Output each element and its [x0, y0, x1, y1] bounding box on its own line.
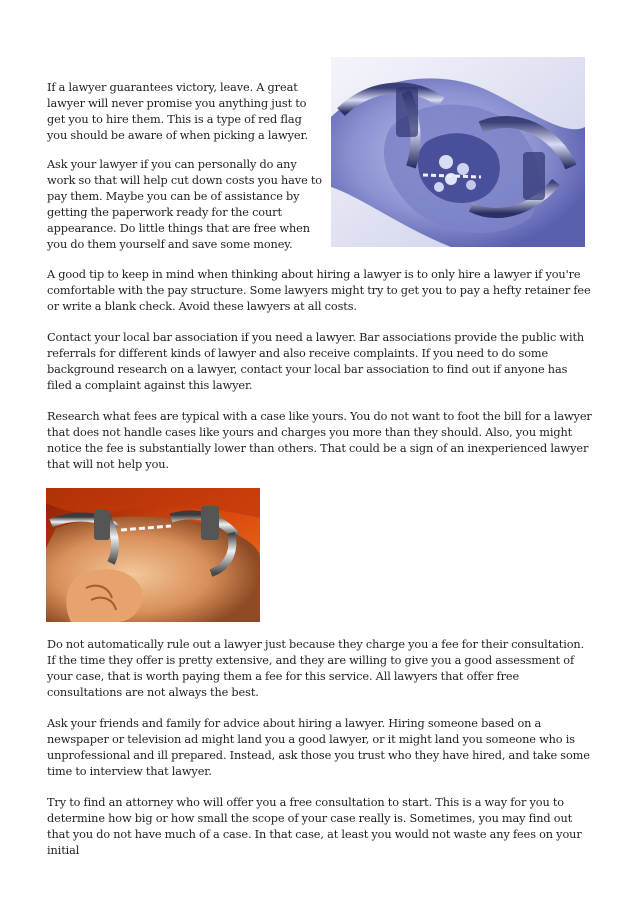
handcuffs-blue-photo-icon: [331, 57, 585, 247]
paragraph-8: Try to find an attorney who will offer you a free consultation to start. This is a way for you to determine how big or how small the scope of your case really is. Sometimes, you may find out that you do not have much of a case. In that case, at least you would not waste any fees on your initial: [47, 796, 582, 857]
paragraph-2: Ask your lawyer if you can personally do any work so that will help cut down costs you have to pay them. Maybe you can be of assistance by getting the paperwork ready for the court appearance. Do little things that are free when you do them yourself and save some money.: [47, 158, 322, 251]
paragraph-5: Research what fees are typical with a case like yours. You do not want to foot the bill for a lawyer that does not handle cases like yours and charges you more than they should. Also, you might notice the fee is substantially lower than others. That could be a sign of an inexperienced lawyer that will not help you.: [47, 410, 592, 471]
paragraph-3: A good tip to keep in mind when thinking about hiring a lawyer is to only hire a lawyer if you're comfortable with the pay structure. Some lawyers might try to get you to pay a hefty retainer fee or write a blank check. Avoid these lawyers at all costs.: [47, 268, 591, 313]
paragraph-6: Do not automatically rule out a lawyer just because they charge you a fee for their consultation. If the time they offer is pretty extensive, and they are willing to give you a good assessment of your case, that is worth paying them a fee for this service. All lawyers that offer free consultations are not always the best.: [47, 638, 585, 699]
handcuffs-orange-photo-icon: [46, 488, 260, 622]
paragraph-7: Ask your friends and family for advice about hiring a lawyer. Hiring someone based on a newspaper or television ad might land you a good lawyer, or it might land you someone who is unprofessional and ill prepared. Instead, ask those you trust who they have hired, and take some time to interview that lawyer.: [47, 717, 590, 778]
paragraph-4: Contact your local bar association if you need a lawyer. Bar associations provide the public with referrals for different kinds of lawyer and also receive complaints. If you need to do some background research on a lawyer, contact your local bar association to find out if anyone has filed a complaint against this lawyer.: [47, 331, 585, 392]
paragraph-1: If a lawyer guarantees victory, leave. A great lawyer will never promise you anything just to get you to hire them. This is a type of red flag you should be aware of when picking a lawyer.: [47, 81, 309, 142]
